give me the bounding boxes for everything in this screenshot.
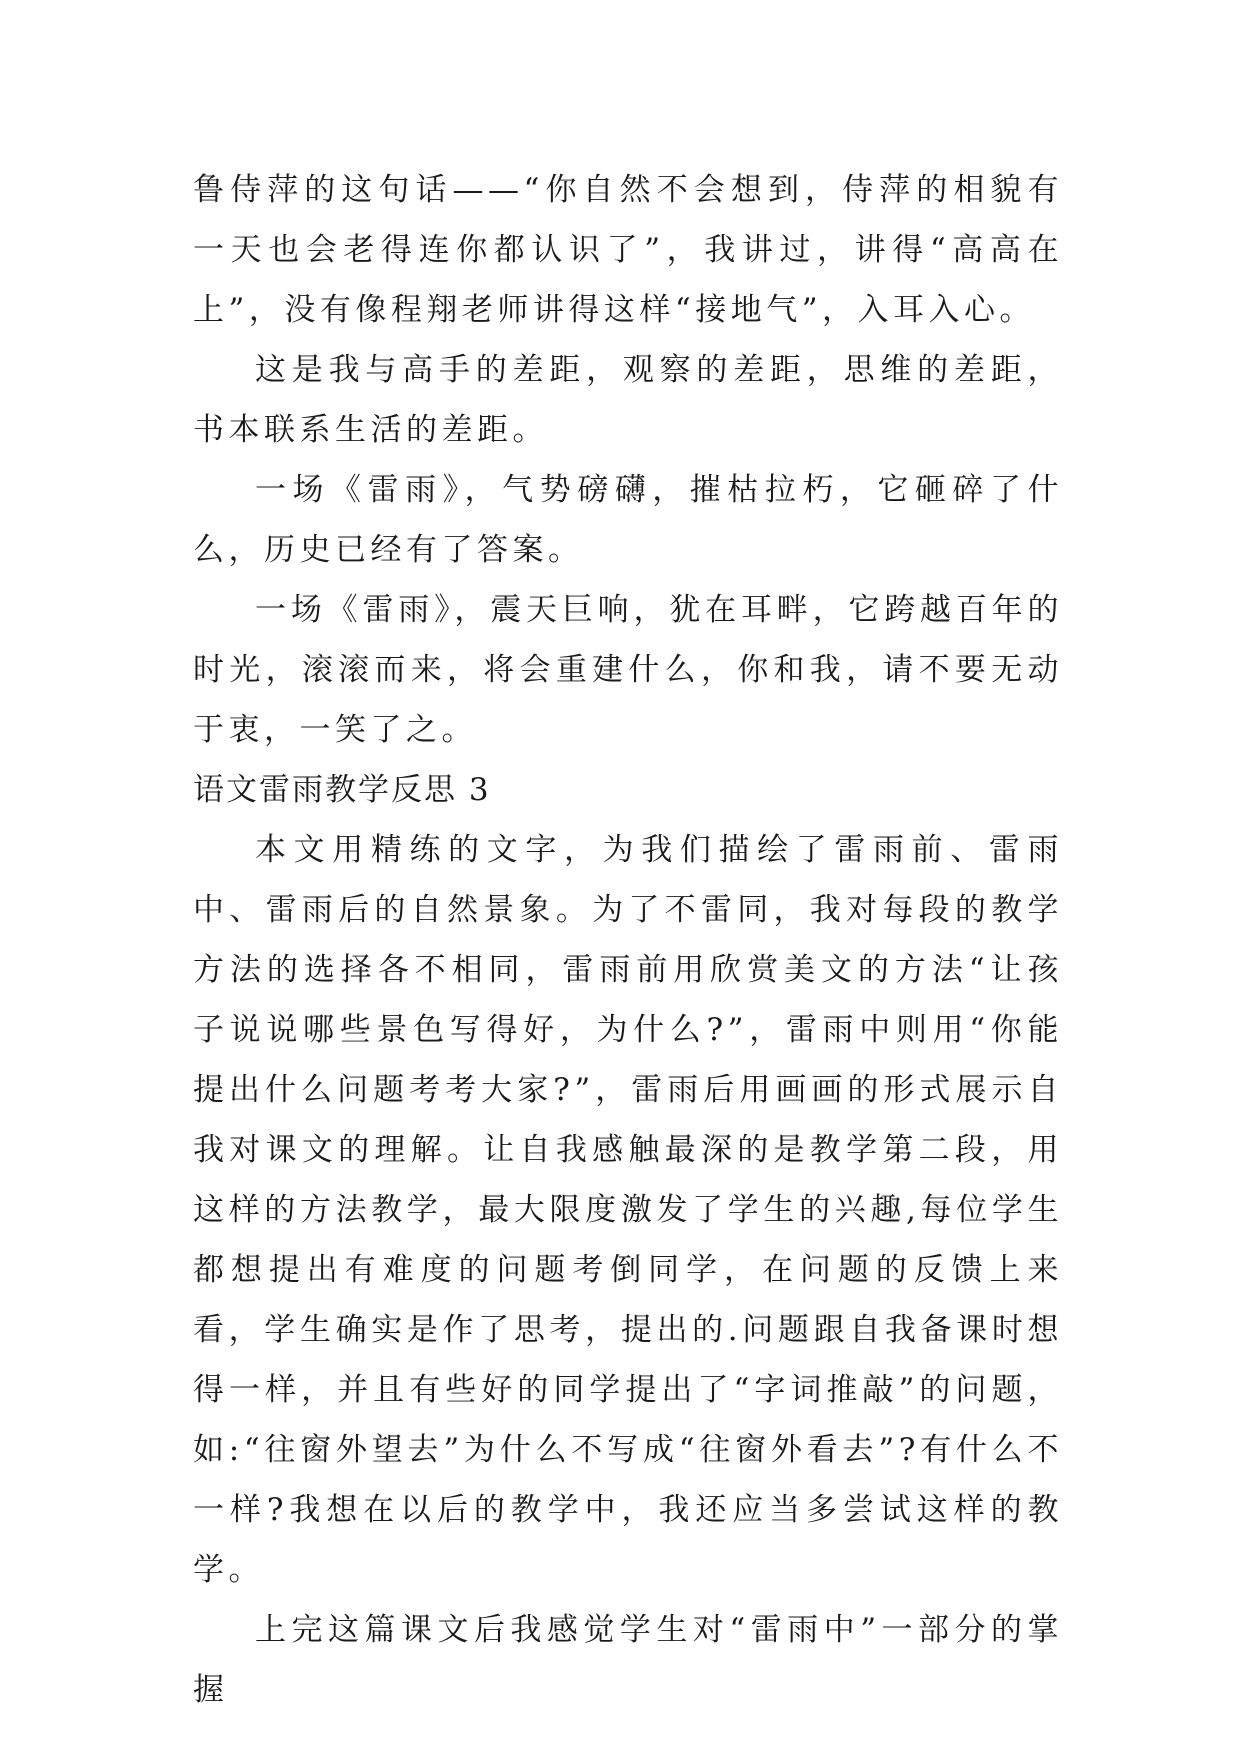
- paragraph-continuation: 鲁侍萍的这句话——“你自然不会想到，侍萍的相貌有一天也会老得连你都认识了”，我讲过，讲得“高高在上”，没有像程翔老师讲得这样“接地气”，入耳入心。: [193, 172, 1063, 328]
- paragraph: 这是我与高手的差距，观察的差距，思维的差距，书本联系生活的差距。: [193, 352, 1063, 448]
- paragraph: 一场《雷雨》，气势磅礴，摧枯拉朽，它砸碎了什么，历史已经有了答案。: [193, 472, 1063, 568]
- paragraph: 本文用精练的文字，为我们描绘了雷雨前、雷雨中、雷雨后的自然景象。为了不雷同，我对每段的教学方法的选择各不相同，雷雨前用欣赏美文的方法“让孩子说说哪些景色写得好，为什么?”，雷雨中则用“你能提出什么问题考考大家?”，雷雨后用画画的形式展示自我对课文的理解。让自我感触最深的是教学第二段，用这样的方法教学，最大限度激发了学生的兴趣,每位学生都想提出有难度的问题考倒同学，在问题的反馈上来看，学生确实是作了思考，提出的.问题跟自我备课时想得一样，并且有些好的同学提出了“字词推敲”的问题，如:“往窗外望去”为什么不写成“往窗外看去”?有什么不一样?我想在以后的教学中，我还应当多尝试这样的教学。: [193, 832, 1063, 1588]
- section-heading: 语文雷雨教学反思 3: [193, 772, 491, 808]
- paragraph: 一场《雷雨》，震天巨响，犹在耳畔，它跨越百年的时光，滚滚而来，将会重建什么，你和我，请不要无动于衷，一笑了之。: [193, 592, 1063, 748]
- document-body: [193, 160, 1063, 1720]
- paragraph: 上完这篇课文后我感觉学生对“雷雨中”一部分的掌握: [193, 1612, 1063, 1708]
